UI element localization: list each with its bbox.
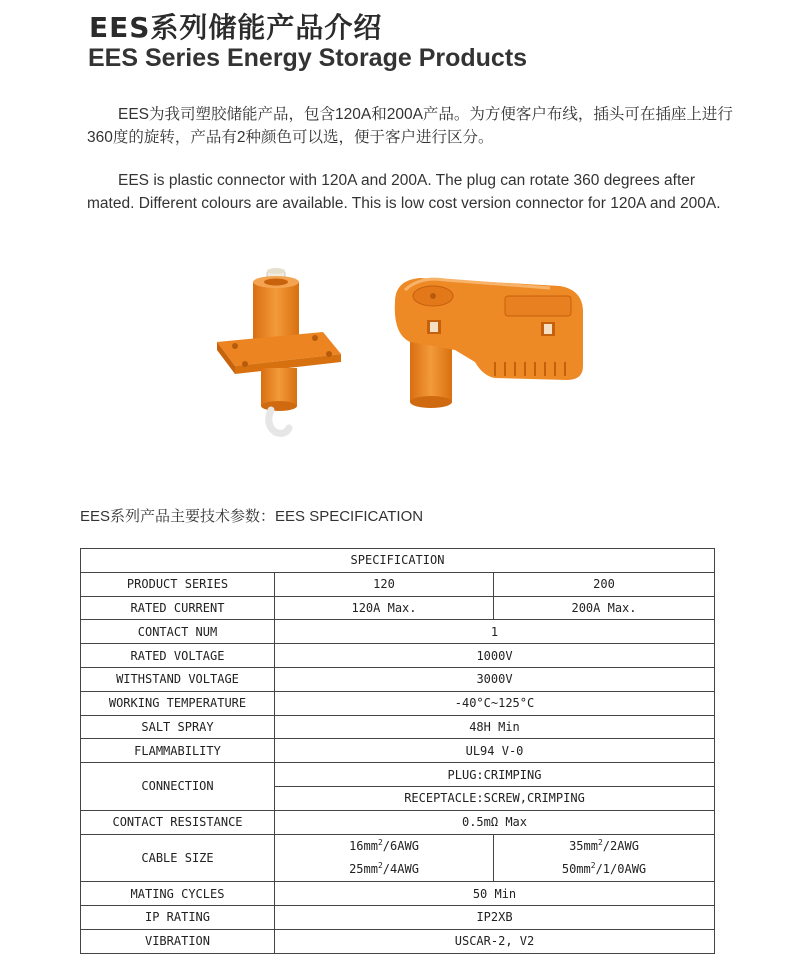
table-row [81,644,715,668]
table-row [81,882,715,906]
row-value: USCAR-2, V2 [275,929,715,953]
table-row [81,691,715,715]
row-label: FLAMMABILITY [81,739,275,763]
row-label: CABLE SIZE [81,834,275,882]
cell-120: 120 [275,572,494,596]
row-label: PRODUCT SERIES [81,572,275,596]
cell-200: 200A Max. [494,596,715,620]
intro-paragraph-cn: EES为我司塑胶储能产品，包含120A和200A产品。为方便客户布线，插头可在插座上进行360度的旋转，产品有2种颜色可以选，便于客户进行区分。 [87,106,733,146]
row-label: SALT SPRAY [81,715,275,739]
page-title-en: EES Series Energy Storage Products [88,44,528,72]
table-row [81,667,715,691]
cell-200 [494,834,715,882]
cell-120 [275,834,494,882]
table-row [81,810,715,834]
row-label: CONNECTION [81,763,275,811]
cable-size-value: $35mm^2/2AWG$ [569,837,639,853]
row-label: IP RATING [81,905,275,929]
table-row [81,549,715,573]
table-row [81,739,715,763]
table-row [81,620,715,644]
row-value: 1 [275,620,715,644]
row-label: WORKING TEMPERATURE [81,691,275,715]
table-row [81,905,715,929]
receptacle-connector-image [217,268,341,433]
cable-size-value: $50mm^2/1/0AWG$ [561,860,647,876]
table-row [81,929,715,953]
row-value-receptacle: RECEPTACLE:SCREW,CRIMPING [275,786,715,810]
row-label: WITHSTAND VOLTAGE [81,667,275,691]
row-value: 48H Min [275,715,715,739]
spec-table-title: SPECIFICATION [81,549,715,573]
row-label: CONTACT RESISTANCE [81,810,275,834]
product-image [205,262,605,442]
cable-size-value: $25mm^2/4AWG$ [349,860,419,876]
row-value-plug: PLUG:CRIMPING [275,763,715,787]
table-row [81,834,715,882]
row-label: MATING CYCLES [81,882,275,906]
cell-200: 200 [494,572,715,596]
table-row [81,715,715,739]
cable-size-value: $16mm^2/6AWG$ [349,837,419,853]
row-label: VIBRATION [81,929,275,953]
table-row [81,572,715,596]
row-value: 3000V [275,667,715,691]
row-label: RATED CURRENT [81,596,275,620]
cell-120: 120A Max. [275,596,494,620]
row-label: CONTACT NUM [81,620,275,644]
row-value: 1000V [275,644,715,668]
spec-table [80,548,715,954]
row-label: RATED VOLTAGE [81,644,275,668]
row-value: IP2XB [275,905,715,929]
page-title-cn: EES系列储能产品介绍 [89,11,383,44]
row-value: UL94 V-0 [275,739,715,763]
intro-paragraph-en: EES is plastic connector with 120A and 200A. The plug can rotate 360 degrees after mated. Different colours are available. This is low cost version connector for 120A and 200A. [87,172,721,212]
plug-connector-image [395,278,583,408]
table-row [81,596,715,620]
table-row [81,763,715,787]
row-value: 0.5mΩ Max [275,810,715,834]
row-value: 50 Min [275,882,715,906]
spec-heading: EES系列产品主要技术参数：EES SPECIFICATION [80,508,424,525]
row-value: -40°C~125°C [275,691,715,715]
